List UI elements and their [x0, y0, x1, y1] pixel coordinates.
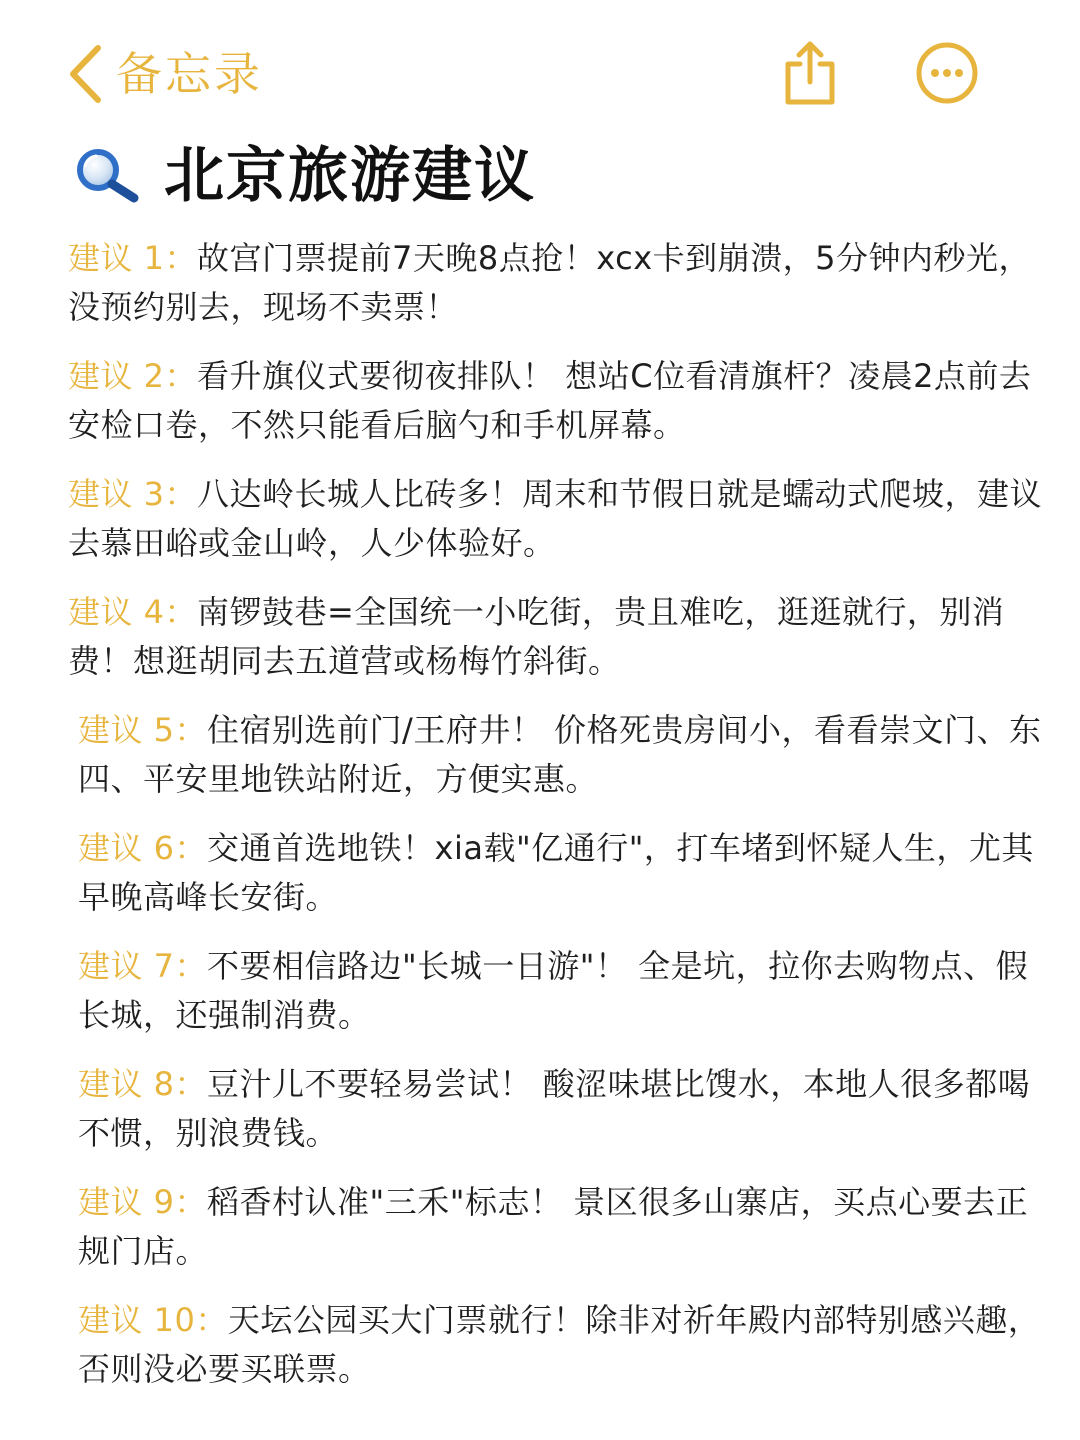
page-title: 北京旅游建议 — [164, 141, 536, 211]
tip-text: 故宫门票提前7天晚8点抢！xcx卡到崩溃，5分钟内秒光，没预约别去，现场不卖票！ — [68, 239, 1032, 326]
chevron-left-icon — [68, 44, 102, 104]
tip-text: 南锣鼓巷=全国统一小吃街，贵且难吃，逛逛就行，别消费！想逛胡同去五道营或杨梅竹斜街。 — [68, 593, 1005, 680]
list-item — [78, 1178, 1043, 1276]
navigation-bar — [0, 0, 1080, 140]
list-item — [78, 706, 1043, 804]
tip-label: 建议 8： — [78, 1065, 208, 1103]
more-icon — [914, 40, 980, 106]
list-item — [68, 470, 1043, 568]
tip-label: 建议 4： — [68, 593, 198, 631]
tip-label: 建议 2： — [68, 357, 198, 395]
tip-label: 建议 3： — [68, 475, 198, 513]
list-item — [78, 824, 1043, 922]
list-item — [78, 1296, 1043, 1394]
tip-text: 住宿别选前门/王府井！ 价格死贵房间小，看看崇文门、东四、平安里地铁站附近，方便实惠。 — [78, 711, 1042, 798]
back-button-label: 备忘录 — [116, 47, 263, 101]
tip-text: 不要相信路边"长城一日游"！ 全是坑，拉你去购物点、假长城，还强制消费。 — [78, 947, 1029, 1034]
share-icon — [780, 38, 840, 108]
tip-label: 建议 6： — [78, 829, 208, 867]
tip-text: 交通首选地铁！xia载"亿通行"，打车堵到怀疑人生，尤其早晚高峰长安街。 — [78, 829, 1034, 916]
note-title-row — [74, 136, 536, 216]
list-item — [68, 352, 1043, 450]
tip-label: 建议 9： — [78, 1183, 208, 1221]
back-button[interactable] — [68, 36, 263, 112]
tip-text: 天坛公园买大门票就行！除非对祈年殿内部特别感兴趣，否则没必要买联票。 — [78, 1301, 1041, 1388]
tip-text: 稻香村认准"三禾"标志！ 景区很多山寨店，买点心要去正规门店。 — [78, 1183, 1029, 1270]
tip-label: 建议 1： — [68, 239, 198, 277]
list-item — [78, 942, 1043, 1040]
list-item — [68, 234, 1043, 332]
share-button[interactable] — [780, 38, 840, 108]
tip-text: 看升旗仪式要彻夜排队！ 想站C位看清旗杆？凌晨2点前去安检口卷，不然只能看后脑勺和手机屏幕。 — [68, 357, 1032, 444]
tip-label: 建议 10： — [78, 1301, 228, 1339]
tip-text: 八达岭长城人比砖多！周末和节假日就是蠕动式爬坡，建议去慕田峪或金山岭，人少体验好。 — [68, 475, 1043, 562]
tip-text: 豆汁儿不要轻易尝试！ 酸涩味堪比馊水，本地人很多都喝不惯，别浪费钱。 — [78, 1065, 1031, 1152]
list-item — [68, 588, 1043, 686]
magnifying-glass-icon — [74, 146, 142, 206]
list-item — [78, 1060, 1043, 1158]
more-button[interactable] — [914, 40, 980, 106]
tip-label: 建议 7： — [78, 947, 208, 985]
tip-label: 建议 5： — [78, 711, 208, 749]
tips-list — [0, 234, 1080, 1414]
